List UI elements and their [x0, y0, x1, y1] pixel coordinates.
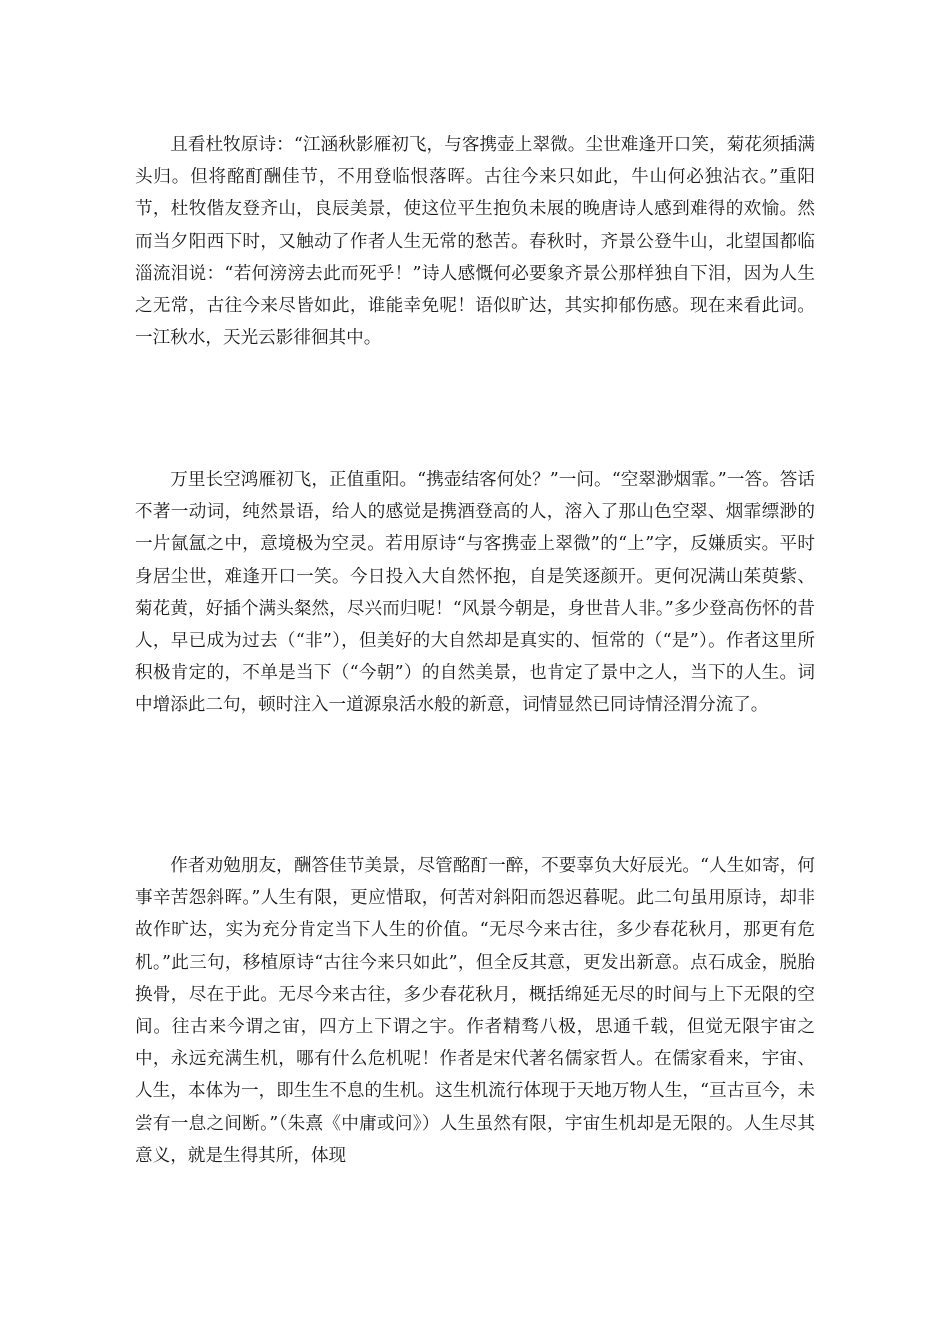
paragraph-1: 且看杜牧原诗：“江涵秋影雁初飞，与客携壶上翠微。尘世难逢开口笑，菊花须插满头归。但将酩酊酬佳节，不用登临恨落晖。古往今来只如此，牛山何必独沾衣。”重阳节，杜牧偕友登齐山，良辰美景，使这位平生抱负未展的晚唐诗人感到难得的欢愉。然而当夕阳西下时，又触动了作者人生无常的愁苦。春秋时，齐景公登牛山，北望国都临淄流泪说：“若何滂滂去此而死乎！”诗人感慨何必要象齐景公那样独自下泪，因为人生之无常，古往今来尽皆如此，谁能幸免呢！语似旷达，其实抑郁伤感。现在来看此词。一江秋水，天光云影徘徊其中。	[135, 135, 815, 349]
paragraph-2: 万里长空鸿雁初飞，正值重阳。“携壶结客何处？”一问。“空翠渺烟霏。”一答。答话不著一动词，纯然景语，给人的感觉是携酒登高的人，溶入了那山色空翠、烟霏缥渺的一片氤氲之中，意境极为空灵。若用原诗“与客携壶上翠微”的“上”字，反嫌质实。平时身居尘世，难逢开口一笑。今日投入大自然怀抱，自是笑逐颜开。更何况满山茱萸紫、菊花黄，好插个满头粲然，尽兴而归呢！“风景今朝是，身世昔人非。”多少登高伤怀的昔人，早已成为过去（“非”），但美好的大自然却是真实的、恒常的（“是”）。作者这里所积极肯定的，不单是当下（“今朝”）的自然美景，也肯定了景中之人，当下的人生。词中增添此二句，顿时注入一道源泉活水般的新意，词情显然已同诗情泾渭分流了。	[135, 470, 815, 716]
paragraph-3: 作者劝勉朋友，酬答佳节美景，尽管酩酊一醉，不要辜负大好辰光。“人生如寄，何事辛苦怨斜晖。”人生有限，更应惜取，何苦对斜阳而怨迟暮呢。此二句虽用原诗，却非故作旷达，实为充分肯定当下人生的价值。“无尽今来古往，多少春花秋月，那更有危机。”此三句，移植原诗“古往今来只如此”，但全反其意，更发出新意。点石成金，脱胎换骨，尽在于此。无尽今来古往，多少春花秋月，概括绵延无尽的时间与上下无限的空间。往古来今谓之宙，四方上下谓之宇。作者精骛八极，思通千载，但觉无限宇宙之中，永远充满生机，哪有什么危机呢！作者是宋代著名儒家哲人。在儒家看来，宇宙、人生，本体为一，即生生不息的生机。这生机流行体现于天地万物人生，“亘古亘今，未尝有一息之间断。”（朱熹《中庸或问》）人生虽然有限，宇宙生机却是无限的。人生尽其意义，就是生得其所，体现	[135, 856, 815, 1166]
